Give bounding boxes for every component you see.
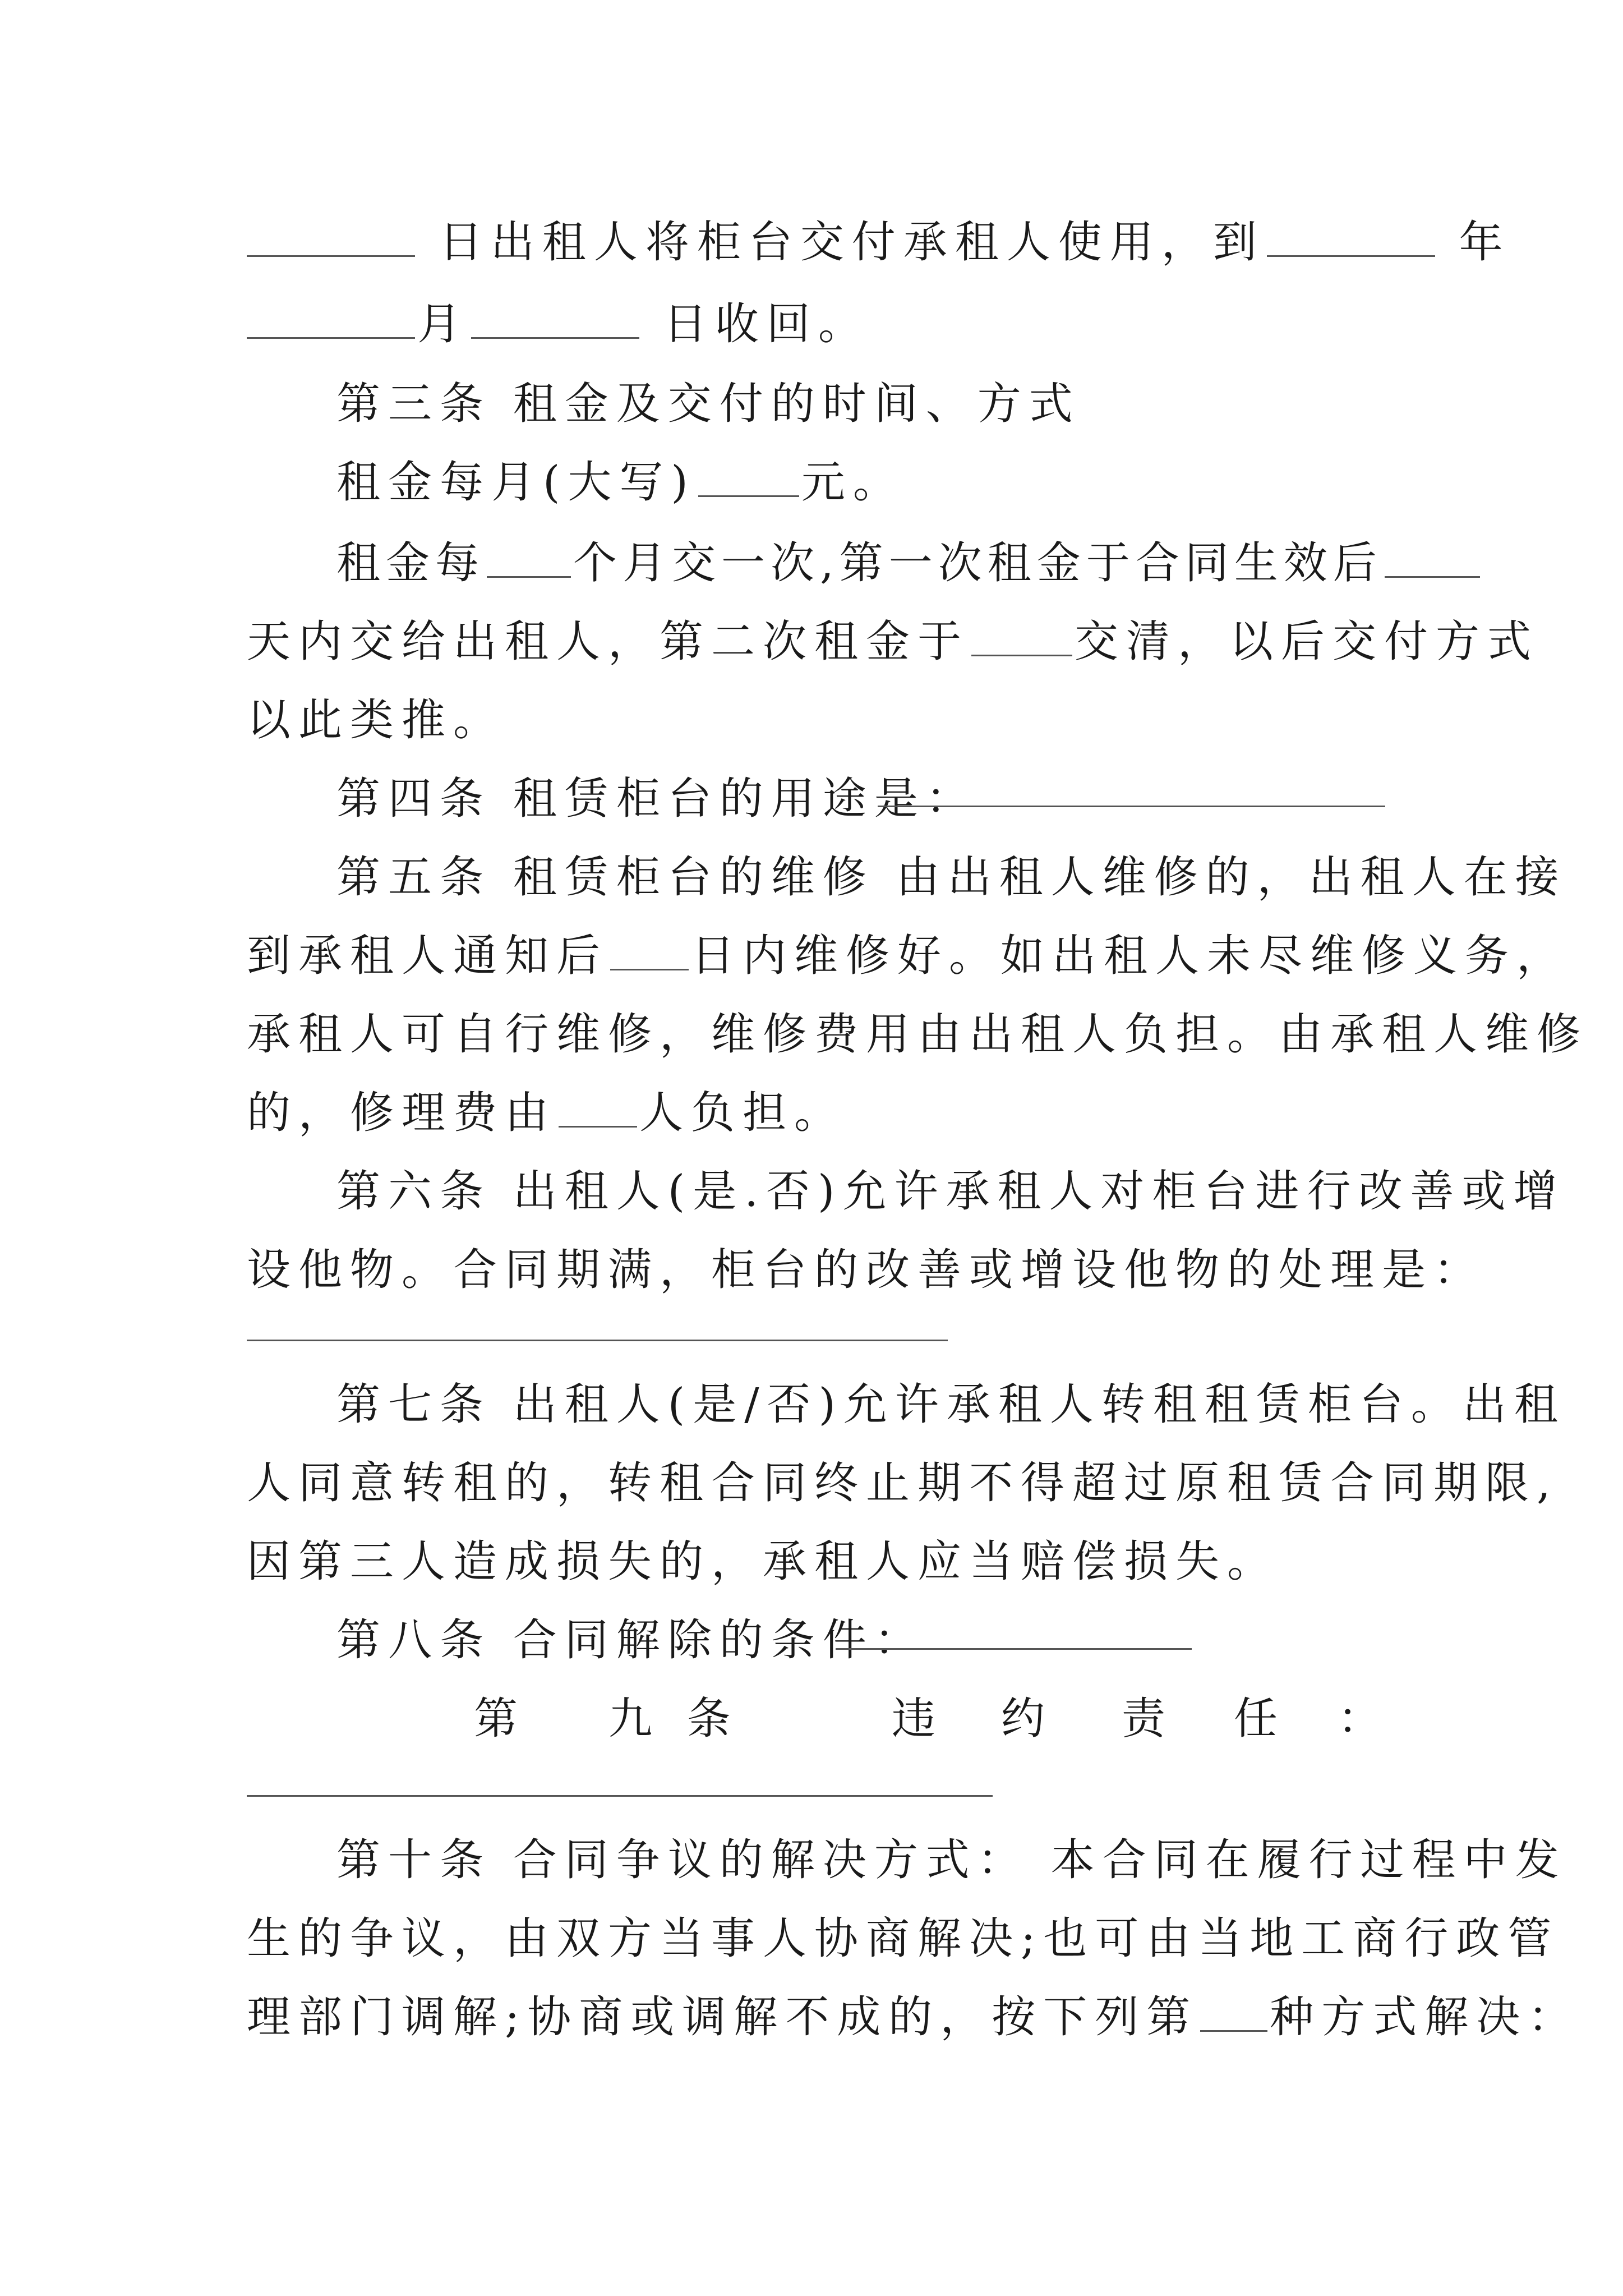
text-segment: 年: [1459, 217, 1511, 268]
article-9-char: 九: [608, 1694, 653, 1744]
article-4: [336, 765, 1391, 832]
blank-repair-cost-party: [559, 1087, 637, 1128]
blank-days-after: [1385, 537, 1480, 578]
text-segment: 租金每: [336, 538, 485, 588]
article-7-line-3: [247, 1528, 1391, 1595]
article-10-line-2: [247, 1905, 1560, 1972]
text-segment: 以此类推。: [247, 695, 505, 746]
text-segment: 第七条 出租人(是/否)允许承租人转租租赁柜台。出租: [336, 1379, 1566, 1430]
text-segment: 第六条 出租人(是.否)允许承租人对柜台进行改善或增: [336, 1166, 1565, 1217]
article-heading: 第三条 租金及交付的时间、方式: [336, 379, 1081, 429]
article-5-line-1: [336, 844, 1567, 911]
blank-purpose: [878, 806, 1385, 807]
blank-end-year: [1267, 216, 1435, 257]
text-segment: 承租人可自行维修，维修费用由出租人负担。由承租人维修: [247, 1009, 1589, 1060]
blank-improvement-handling: [247, 1340, 948, 1341]
blank-months: [487, 537, 571, 578]
text-segment: 天内交给出租人，第二次租金于: [247, 616, 970, 667]
article-5-line-2: [247, 922, 1569, 990]
text-segment: 种方式解决：: [1270, 1992, 1580, 2042]
text-segment: 租金每月(大写): [336, 457, 696, 508]
text-segment: 第十条 合同争议的解决方式： 本合同在履行过程中发: [336, 1835, 1567, 1885]
blank-dispute-option: [1200, 1991, 1267, 2032]
blank-termination-conditions: [836, 1648, 1192, 1650]
article-8: [336, 1607, 1391, 1674]
text-segment: 月: [417, 299, 469, 349]
blank-rent-amount: [698, 456, 799, 497]
text-segment: 元。: [801, 457, 905, 508]
blank-liability: [247, 1795, 993, 1797]
text-segment: 日出租人将柜台交付承租人使用，到: [439, 217, 1265, 268]
article-10-line-3: [247, 1984, 1580, 2051]
text-segment: 第八条 合同解除的条件：: [336, 1615, 926, 1665]
text-segment: 因第三人造成损失的，承租人应当赔偿损失。: [247, 1536, 1279, 1587]
article-9-char: ：: [1338, 1694, 1382, 1744]
article-6-line-1: [336, 1158, 1565, 1225]
text-segment: 交清，以后交付方式: [1075, 616, 1539, 667]
blank-second-payment: [971, 615, 1072, 656]
text-line-2: [247, 291, 1391, 358]
text-segment: 第五条 租赁柜台的维修 由出租人维修的，出租人在接: [336, 852, 1567, 903]
article-5-line-3: [247, 1001, 1589, 1068]
article-6-line-2: [247, 1236, 1486, 1304]
article-3-payment-line-3: [247, 687, 1391, 754]
text-segment: 人同意转租的，转租合同终止期不得超过原租赁合同期限,: [247, 1458, 1559, 1508]
text-segment: 人负担。: [639, 1088, 846, 1138]
text-segment: 的，修理费由: [247, 1088, 557, 1138]
article-7-line-1: [336, 1371, 1566, 1438]
text-line-1: [247, 209, 1511, 276]
article-9-char: 责: [1122, 1694, 1166, 1744]
article-3-title: [336, 370, 1391, 438]
article-9-char: 条: [687, 1694, 731, 1744]
article-3-payment-line-2: [247, 608, 1539, 675]
blank-start-day: [247, 216, 415, 257]
blank-end-day: [471, 298, 639, 339]
article-3-payment-line-1: [336, 530, 1391, 597]
text-segment: 理部门调解;协商或调解不成的，按下列第: [247, 1992, 1198, 2042]
text-segment: 日收回。: [663, 299, 870, 349]
article-9-char: 约: [1001, 1694, 1045, 1744]
article-5-line-4: [247, 1079, 1391, 1147]
article-9-char: 任: [1234, 1694, 1278, 1744]
blank-repair-days: [610, 930, 689, 970]
text-segment: 第四条 租赁柜台的用途是：: [336, 774, 978, 824]
article-3-rent-amount: [336, 449, 1391, 516]
article-9-char: 违: [892, 1694, 936, 1744]
text-segment: 到承租人通知后: [247, 931, 608, 981]
article-9-char: 第: [474, 1694, 518, 1744]
blank-end-month-pre: [247, 298, 415, 339]
text-segment: 个月交一次,第一次租金于合同生效后: [573, 538, 1382, 588]
article-7-line-2: [247, 1450, 1559, 1517]
text-segment: 设他物。合同期满，柜台的改善或增设他物的处理是：: [247, 1245, 1486, 1295]
text-segment: 生的争议，由双方当事人协商解决;也可由当地工商行政管: [247, 1913, 1560, 1964]
text-segment: 日内维修好。如出租人未尽维修义务，: [691, 931, 1569, 981]
article-10-line-1: [336, 1826, 1567, 1894]
